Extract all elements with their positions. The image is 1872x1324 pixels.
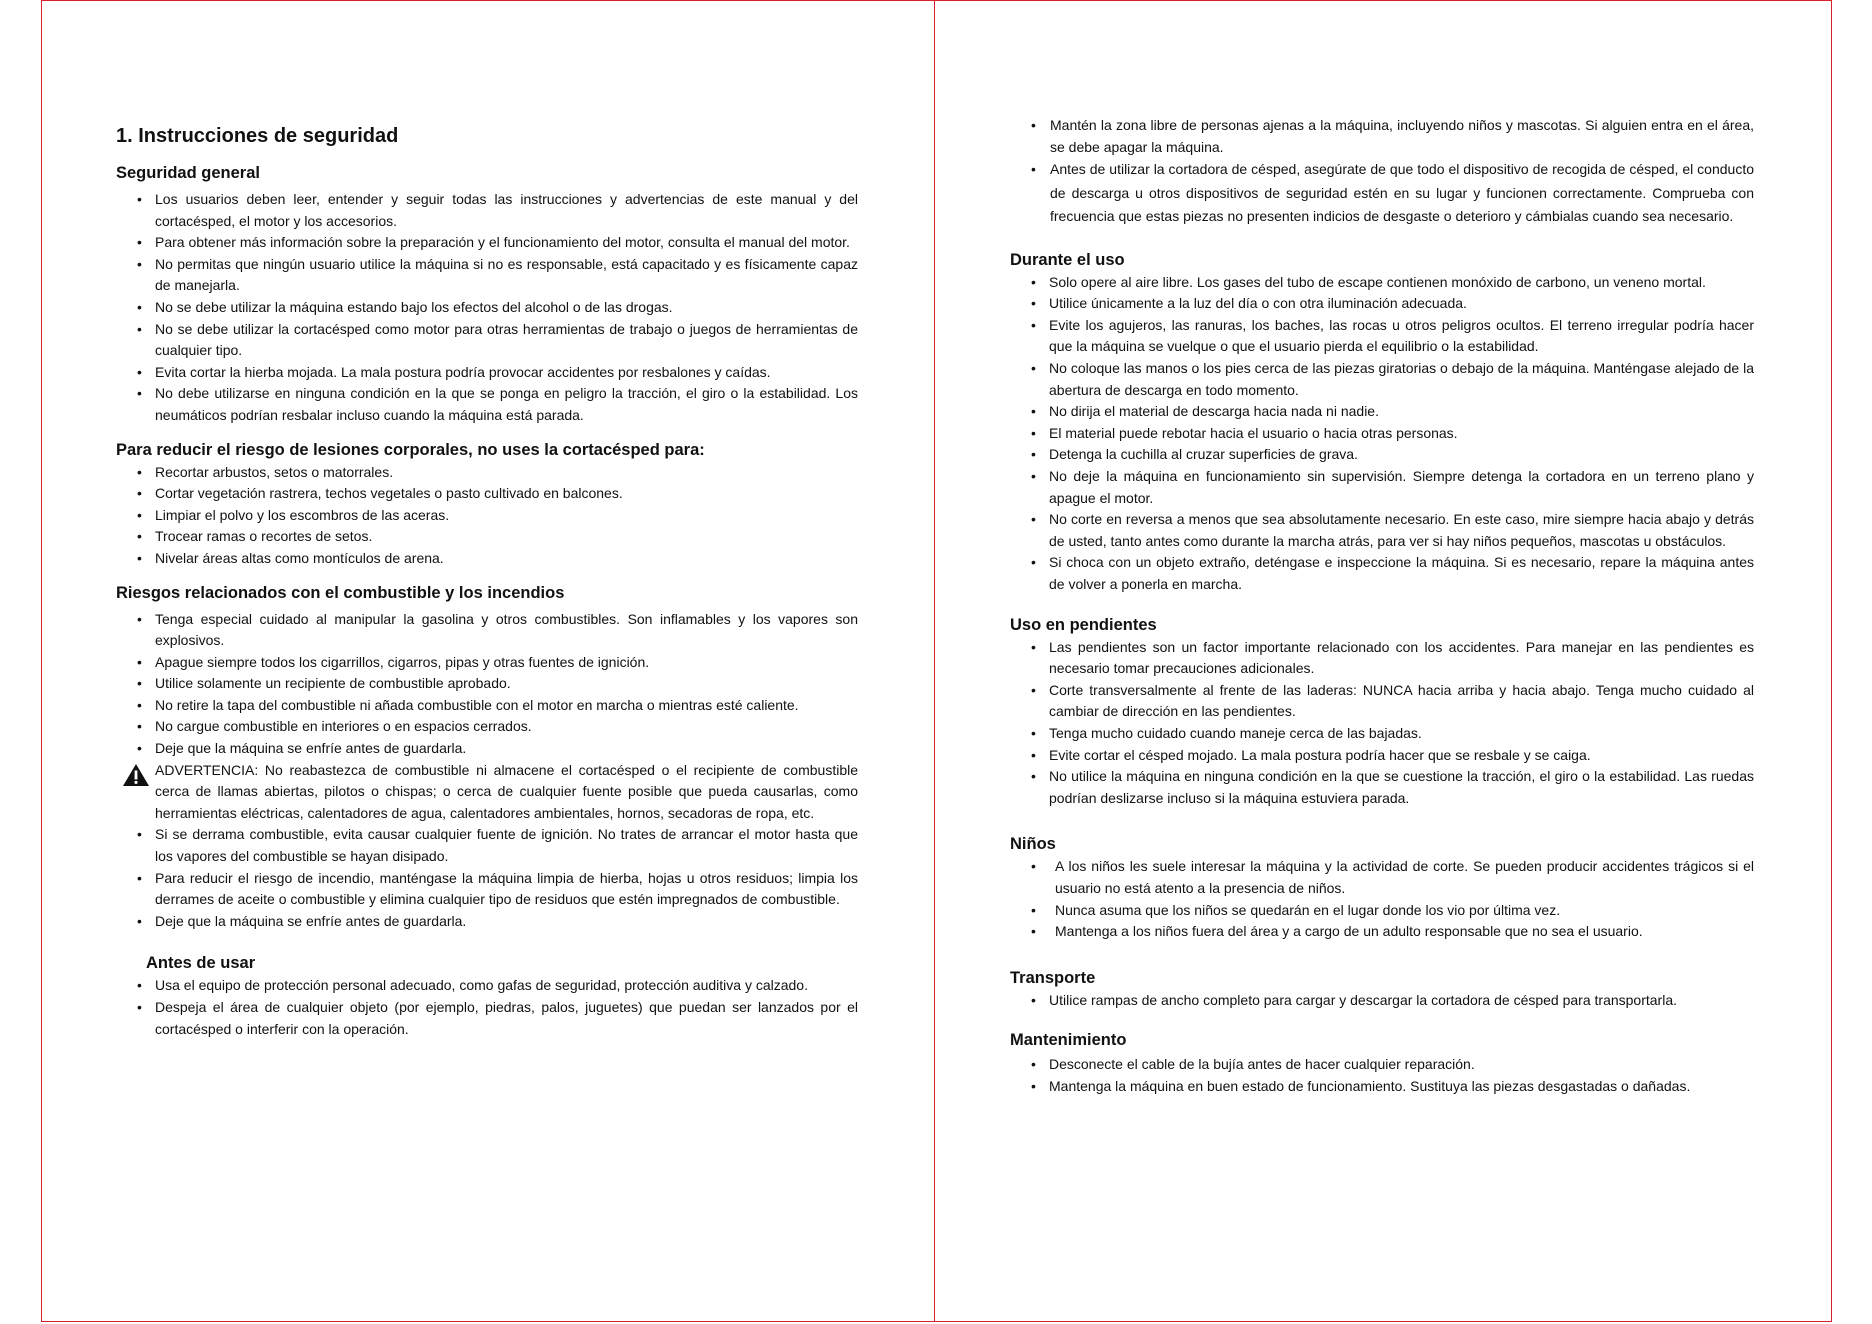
list-item: • No se debe utilizar la máquina estando bajo los efectos del alcohol o de las drogas. <box>116 297 858 319</box>
warning-icon <box>122 763 150 787</box>
section-general-safety <box>116 164 858 427</box>
section-children <box>1010 835 1754 942</box>
bullet-list <box>116 189 858 427</box>
list-item: • Para reducir el riesgo de incendio, manténgase la máquina limpia de hierba, hojas u otros residuos; limpia los derrames de aceite o combustible y elimina cualquier tipo de residuos que estén impregnados de combustible. <box>116 868 858 911</box>
bullet-list-intro <box>1010 115 1754 229</box>
list-item: • Utilice solamente un recipiente de combustible aprobado. <box>116 673 858 695</box>
section-fuel-fire <box>116 584 858 933</box>
list-item: • No dirija el material de descarga hacia nada ni nadie. <box>1010 401 1754 423</box>
list-item: • Para obtener más información sobre la preparación y el funcionamiento del motor, consulta el manual del motor. <box>116 232 858 254</box>
warning-text: ADVERTENCIA: No reabastezca de combustible ni almacene el cortacésped o el recipiente de combustible cerca de llamas abiertas, pilotos o chispas; o cerca de cualquier fuente posible que pueda causarlas, como herramientas eléctricas, calentadores de agua, calentadores ambientales, hornos, secadoras de ropa, etc. <box>155 761 858 821</box>
list-item: • Nivelar áreas altas como montículos de arena. <box>116 548 858 570</box>
section-maintenance <box>1010 1031 1754 1097</box>
section-heading: Durante el uso <box>1010 250 1125 269</box>
section-heading: Transporte <box>1010 968 1096 987</box>
left-page <box>116 125 858 1054</box>
list-item: • Evite cortar el césped mojado. La mala postura podría hacer que se resbale y se caiga. <box>1010 745 1754 767</box>
section-heading: Riesgos relacionados con el combustible y los incendios <box>116 583 565 602</box>
list-item: • Mantén la zona libre de personas ajenas a la máquina, incluyendo niños y mascotas. Si alguien entra en el área, se debe apagar la máquina. <box>1010 115 1754 158</box>
list-item: • Si se derrama combustible, evita causar cualquier fuente de ignición. No trates de arrancar el motor hasta que los vapores del combustible se hayan disipado. <box>116 824 858 867</box>
page-title: 1. Instrucciones de seguridad <box>116 125 399 147</box>
section-heading: Para reducir el riesgo de lesiones corporales, no uses la cortacésped para: <box>116 440 705 459</box>
bullet-list <box>116 462 858 570</box>
list-item: • No deje la máquina en funcionamiento sin supervisión. Siempre detenga la cortadora en un terreno plano y apague el motor. <box>1010 466 1754 509</box>
warning-item <box>116 760 858 825</box>
list-item: • Solo opere al aire libre. Los gases del tubo de escape contienen monóxido de carbono, un veneno mortal. <box>1010 272 1754 294</box>
list-item: • Desconecte el cable de la bujía antes de hacer cualquier reparación. <box>1010 1054 1754 1076</box>
bullet-list <box>1010 272 1754 596</box>
list-item: • Los usuarios deben leer, entender y seguir todas las instrucciones y advertencias de este manual y del cortacésped, el motor y los accesorios. <box>116 189 858 232</box>
list-item: • No utilice la máquina en ninguna condición en la que se cuestione la tracción, el giro o la estabilidad. Las ruedas podrían deslizarse incluso si la máquina estuviera parada. <box>1010 766 1754 809</box>
bullet-list <box>1010 990 1754 1012</box>
list-item: • Apague siempre todos los cigarrillos, cigarros, pipas y otras fuentes de ignición. <box>116 652 858 674</box>
page-divider <box>934 0 935 1322</box>
list-item: • Evita cortar la hierba mojada. La mala postura podría provocar accidentes por resbalones y caídas. <box>116 362 858 384</box>
bullet-list <box>1010 1054 1754 1097</box>
list-item: • Recortar arbustos, setos o matorrales. <box>116 462 858 484</box>
list-item: • Usa el equipo de protección personal adecuado, como gafas de seguridad, protección auditiva y calzado. <box>116 975 858 997</box>
list-item: • Despeja el área de cualquier objeto (por ejemplo, piedras, palos, juguetes) que puedan ser lanzados por el cortacésped o interferir con la operación. <box>116 997 858 1040</box>
list-item: • Trocear ramas o recortes de setos. <box>116 526 858 548</box>
list-item: • Antes de utilizar la cortadora de césped, asegúrate de que todo el dispositivo de recogida de césped, el conducto de descarga u otros dispositivos de seguridad estén en su lugar y funcionen correctamente. Comprueba con frecuencia que estas piezas no presenten indicios de desgaste o deterioro y cámbialas cuando sea necesario. <box>1010 158 1754 229</box>
list-item: • Evite los agujeros, las ranuras, los baches, las rocas u otros peligros ocultos. El terreno irregular podría hacer que la máquina se vuelque o que el usuario pierda el equilibrio o la estabilidad. <box>1010 315 1754 358</box>
list-item: • Las pendientes son un factor importante relacionado con los accidentes. Para manejar en las pendientes es necesario tomar precauciones adicionales. <box>1010 637 1754 680</box>
list-item: • A los niños les suele interesar la máquina y la actividad de corte. Se pueden producir accidentes trágicos si el usuario no está atento a la presencia de niños. <box>1010 856 1754 899</box>
list-item: • No cargue combustible en interiores o en espacios cerrados. <box>116 716 858 738</box>
section-slopes <box>1010 616 1754 810</box>
list-item: • Tenga especial cuidado al manipular la gasolina y otros combustibles. Son inflamables y los vapores son explosivos. <box>116 609 858 652</box>
section-heading: Seguridad general <box>116 164 260 182</box>
list-item: • Utilice rampas de ancho completo para cargar y descargar la cortadora de césped para transportarla. <box>1010 990 1754 1012</box>
list-item: • Deje que la máquina se enfríe antes de guardarla. <box>116 911 858 933</box>
section-before-use <box>116 954 858 1040</box>
list-item: • No coloque las manos o los pies cerca de las piezas giratorias o debajo de la máquina. Manténgase alejado de la abertura de descarga en todo momento. <box>1010 358 1754 401</box>
list-item: • No se debe utilizar la cortacésped como motor para otras herramientas de trabajo o juegos de herramientas de cualquier tipo. <box>116 319 858 362</box>
list-item: • No retire la tapa del combustible ni añada combustible con el motor en marcha o mientras esté caliente. <box>116 695 858 717</box>
list-item: • Mantenga a los niños fuera del área y a cargo de un adulto responsable que no sea el usuario. <box>1010 921 1754 943</box>
bullet-list <box>116 975 858 1040</box>
section-heading: Niños <box>1010 835 1056 854</box>
list-item: • Detenga la cuchilla al cruzar superficies de grava. <box>1010 444 1754 466</box>
list-item: • Tenga mucho cuidado cuando maneje cerca de las bajadas. <box>1010 723 1754 745</box>
list-item: • Limpiar el polvo y los escombros de las aceras. <box>116 505 858 527</box>
bullet-list <box>1010 637 1754 810</box>
list-item: • No corte en reversa a menos que sea absolutamente necesario. En este caso, mire siempre hacia abajo y detrás de usted, tanto antes como durante la marcha atrás, para ver si hay niños pequeños, mascotas u obstáculos. <box>1010 509 1754 552</box>
list-item: • No permitas que ningún usuario utilice la máquina si no es responsable, está capacitado y es físicamente capaz de manejarla. <box>116 254 858 297</box>
list-item: • Deje que la máquina se enfríe antes de guardarla. <box>116 738 858 760</box>
list-item: • Cortar vegetación rastrera, techos vegetales o pasto cultivado en balcones. <box>116 483 858 505</box>
section-heading: Uso en pendientes <box>1010 615 1157 634</box>
list-item: • No debe utilizarse en ninguna condición en la que se ponga en peligro la tracción, el giro o la estabilidad. Los neumáticos podrían resbalar incluso cuando la máquina está parada. <box>116 383 858 426</box>
section-transport <box>1010 969 1754 1012</box>
bullet-list <box>116 609 858 933</box>
bullet-list <box>1010 856 1754 942</box>
right-page <box>1010 115 1754 1112</box>
list-item: • Corte transversalmente al frente de las laderas: NUNCA hacia arriba y hacia abajo. Tenga mucho cuidado al cambiar de dirección en las pendientes. <box>1010 680 1754 723</box>
list-item: • El material puede rebotar hacia el usuario o hacia otras personas. <box>1010 423 1754 445</box>
list-item: • Mantenga la máquina en buen estado de funcionamiento. Sustituya las piezas desgastadas o dañadas. <box>1010 1076 1754 1098</box>
section-during-use <box>1010 251 1754 596</box>
section-heading: Mantenimiento <box>1010 1031 1127 1050</box>
section-injury-risk <box>116 441 858 570</box>
section-heading: Antes de usar <box>146 954 256 973</box>
list-item: • Utilice únicamente a la luz del día o con otra iluminación adecuada. <box>1010 293 1754 315</box>
list-item: • Nunca asuma que los niños se quedarán en el lugar donde los vio por última vez. <box>1010 900 1754 922</box>
list-item: • Si choca con un objeto extraño, deténgase e inspeccione la máquina. Si es necesario, repare la máquina antes de volver a ponerla en marcha. <box>1010 552 1754 595</box>
